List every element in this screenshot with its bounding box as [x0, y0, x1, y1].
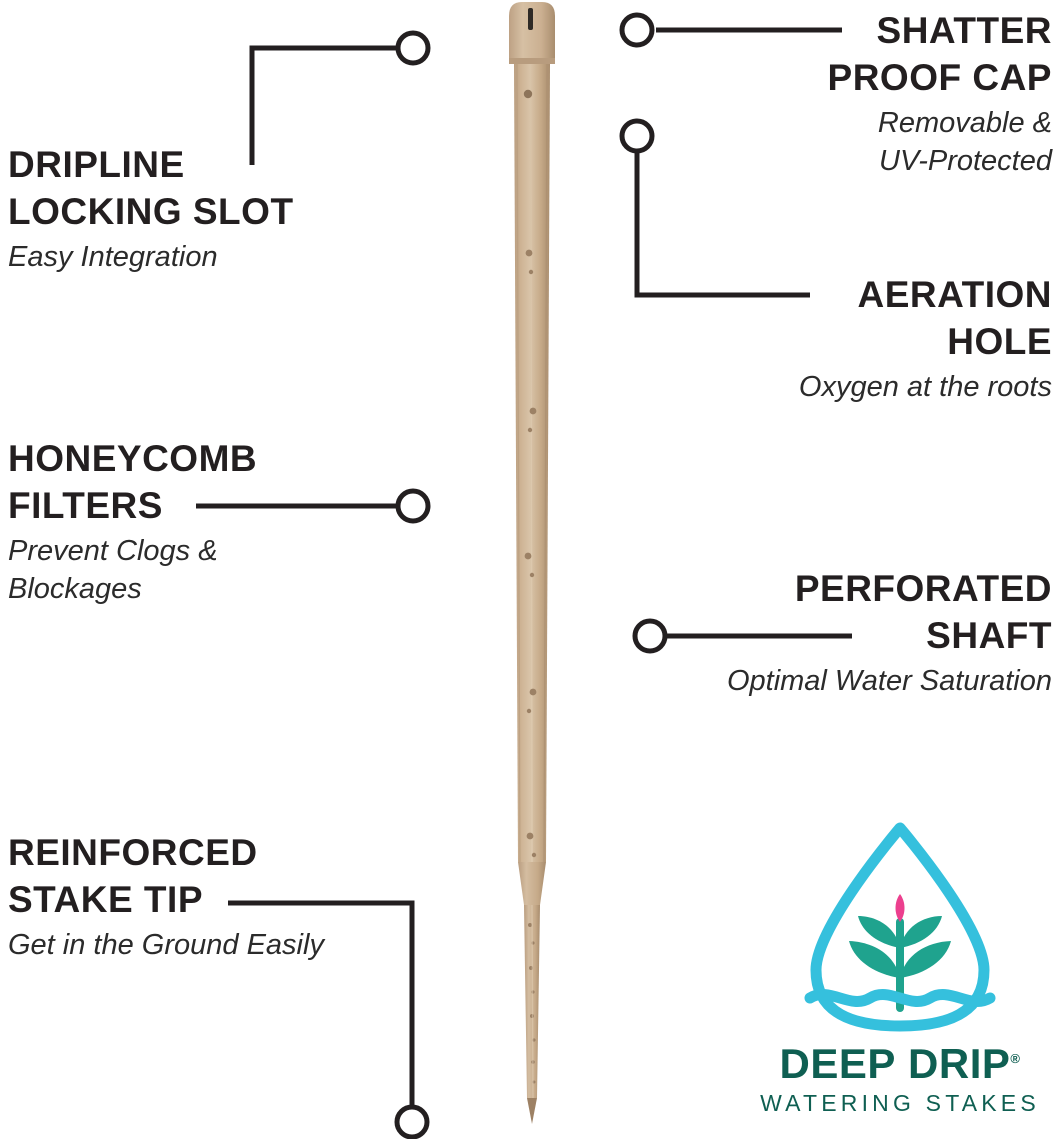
callout-dripline-locking-slot: [8, 142, 388, 277]
callout-reinforced-stake-tip: [8, 830, 408, 965]
watering-stake-illustration: [497, 0, 567, 1125]
callout-title: REINFORCED STAKE TIP: [8, 832, 258, 920]
leader-dot-honeycomb-filters: [398, 491, 428, 521]
brand-logo: [744, 818, 1056, 1118]
callout-title: AERATION HOLE: [857, 274, 1052, 362]
perforated-shaft-part: [514, 64, 550, 862]
logo-word-drip: DRIP: [908, 1040, 1011, 1087]
callout-subtitle: Oxygen at the roots: [798, 371, 1052, 404]
water-drop-plant-icon: [744, 818, 1056, 1033]
logo-tagline: WATERING STAKES: [760, 1090, 1040, 1116]
shatter-proof-cap-part: [509, 2, 555, 64]
dripline-locking-slot-part: [524, 90, 532, 98]
leader-dot-reinforced-stake-tip: [397, 1107, 427, 1137]
callout-title: HONEYCOMB FILTERS: [8, 438, 258, 526]
callout-perforated-shaft: [640, 566, 1052, 701]
logo-word-deep: DEEP: [779, 1040, 896, 1087]
callout-aeration-hole: [640, 272, 1052, 407]
callout-shatter-proof-cap: [640, 8, 1052, 181]
reinforced-stake-tip-part: [518, 862, 546, 1124]
logo-wordmark: [744, 1040, 1056, 1088]
callout-subtitle: Removable & UV-Protected: [877, 107, 1052, 177]
callout-subtitle: Easy Integration: [8, 241, 218, 274]
callout-subtitle: Prevent Clogs & Blockages: [8, 535, 218, 605]
leader-dot-dripline-locking-slot: [398, 33, 428, 63]
callout-title: PERFORATED SHAFT: [794, 568, 1052, 656]
callout-title: DRIPLINE LOCKING SLOT: [8, 144, 294, 232]
callout-subtitle: Optimal Water Saturation: [726, 665, 1052, 698]
registered-mark: ®: [1010, 1051, 1021, 1066]
callout-honeycomb-filters: [8, 436, 388, 609]
callout-subtitle: Get in the Ground Easily: [8, 929, 324, 962]
callout-title: SHATTER PROOF CAP: [827, 10, 1052, 98]
